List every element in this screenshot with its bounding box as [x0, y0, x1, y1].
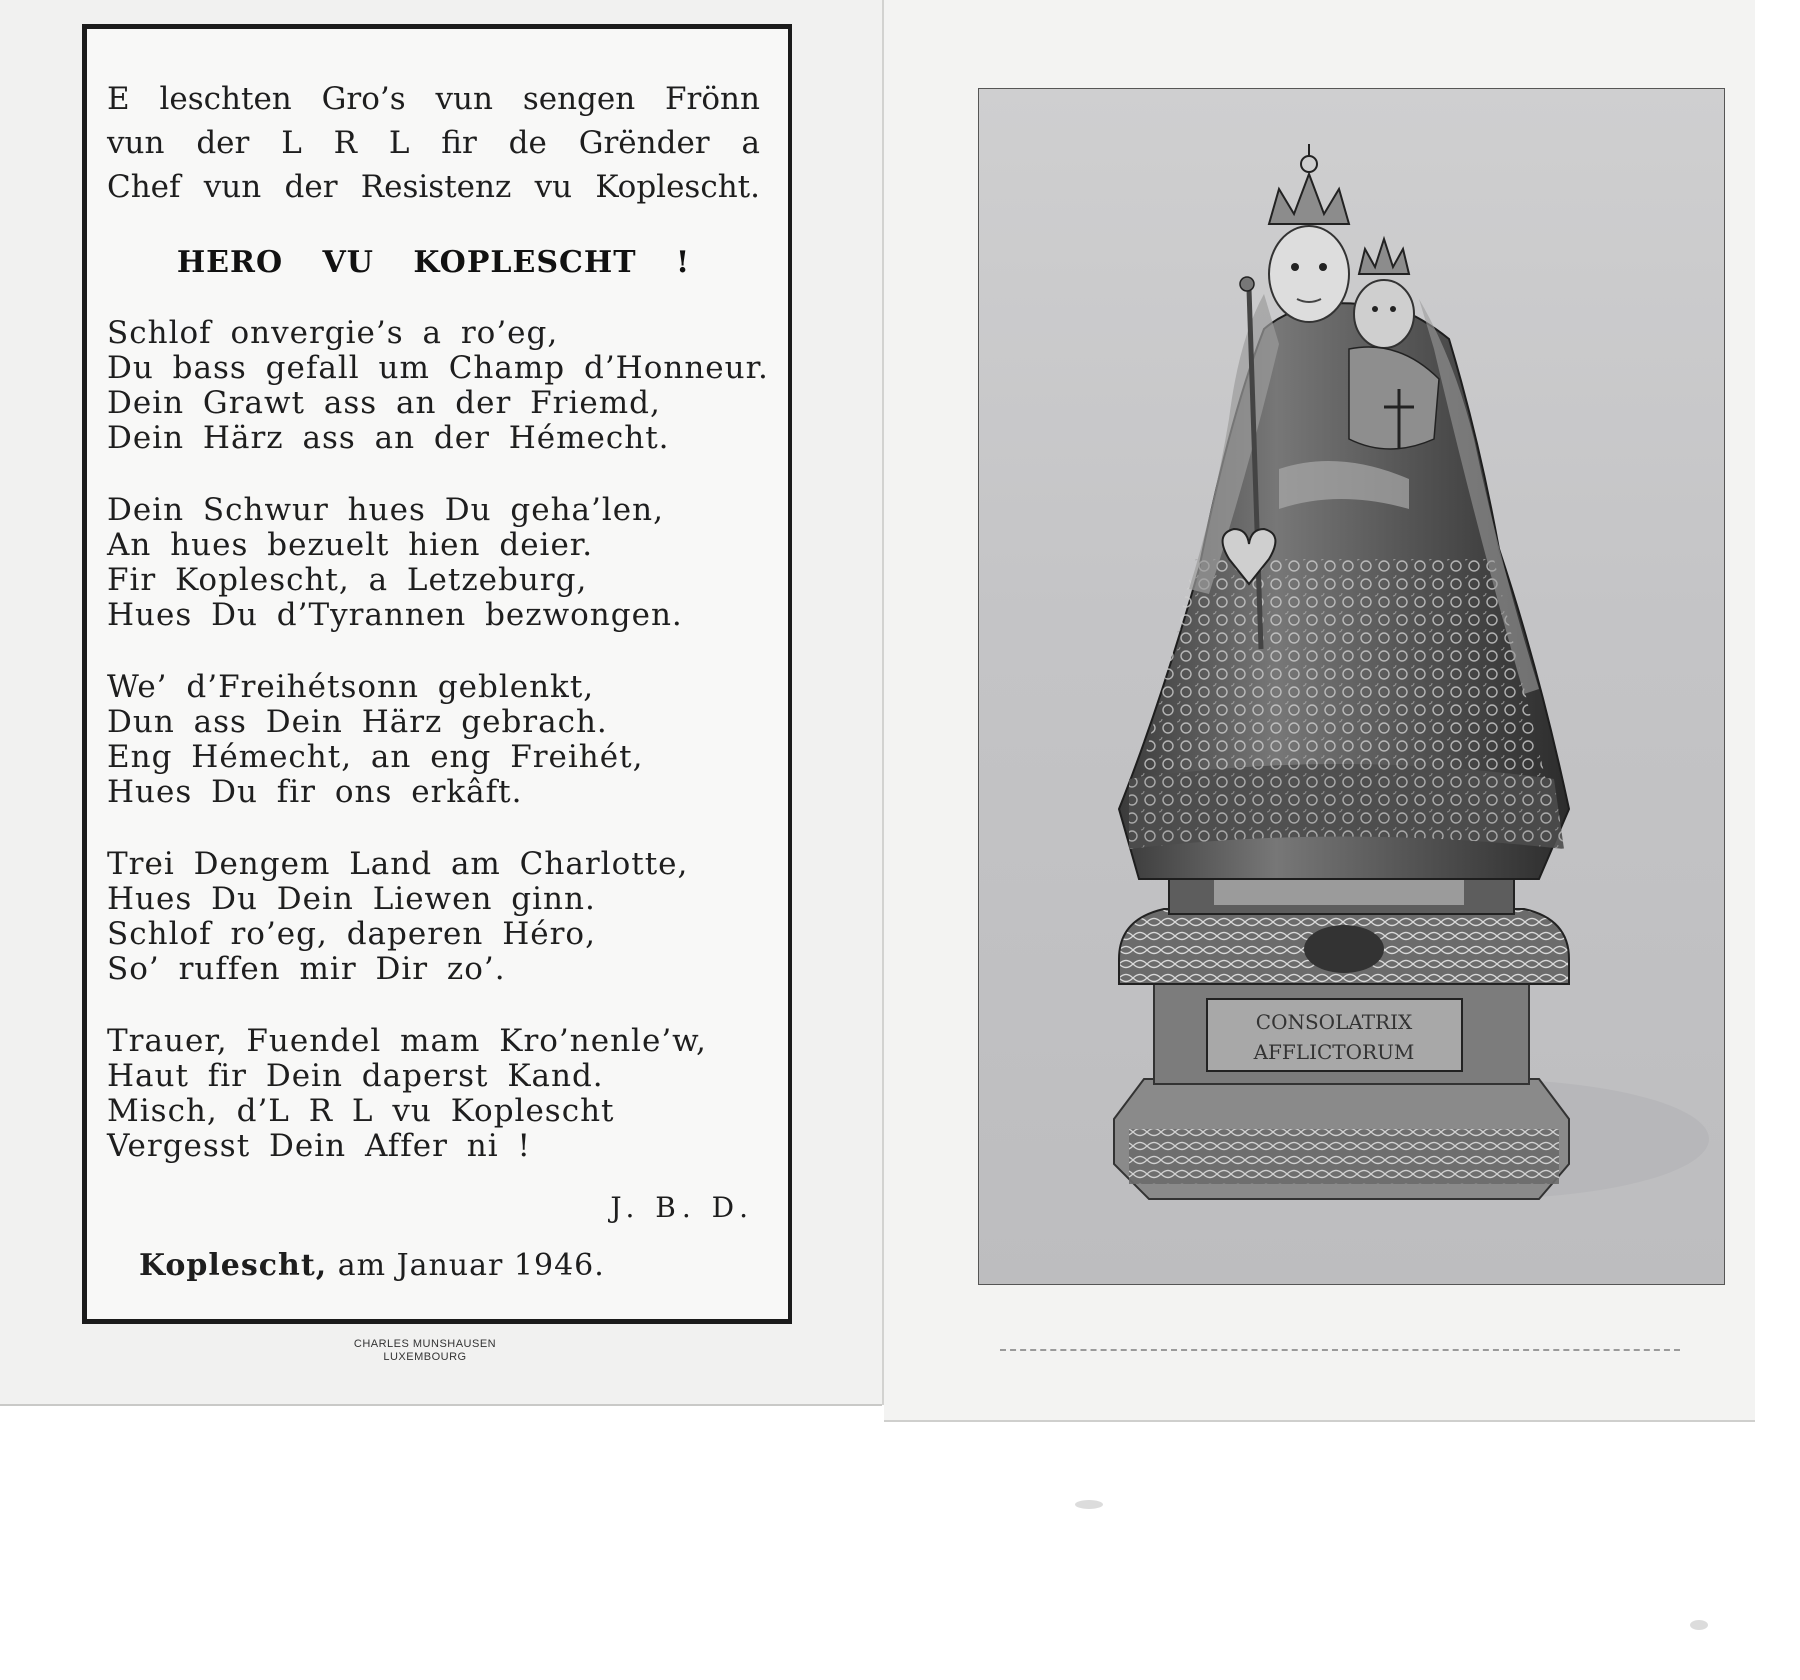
dashed-rule — [1000, 1349, 1680, 1351]
stanza — [107, 315, 769, 456]
frame-content — [107, 77, 769, 1283]
date: am Januar 1946. — [337, 1248, 605, 1283]
intro-word: vun — [203, 169, 262, 205]
intro-line — [107, 121, 760, 165]
verse-line: Trauer, Fuendel mam Kro’nenle’w, — [107, 1023, 707, 1059]
verse-line: Dein Härz ass an der Hémecht. — [107, 420, 670, 456]
verse-line: Dein Grawt ass an der Friemd, — [107, 385, 661, 421]
verse-line: Trei Dengem Land am Charlotte, — [107, 846, 689, 882]
scan-smudge — [1075, 1500, 1103, 1509]
intro-word: der — [196, 125, 250, 161]
printer-imprint — [300, 1338, 550, 1364]
plaque-line-2: AFFLICTORUM — [1253, 1040, 1415, 1064]
stanza — [107, 670, 760, 810]
left-page — [0, 0, 884, 1405]
intro-word: de — [508, 125, 547, 161]
intro-word: L — [281, 125, 302, 161]
intro-word: Gro’s — [321, 81, 406, 117]
intro-word: Resistenz — [360, 169, 512, 205]
intro-paragraph — [107, 77, 760, 209]
stanza — [107, 1024, 760, 1164]
signature: J. B. D. — [610, 1191, 754, 1224]
intro-word: Frönn — [665, 81, 760, 117]
intro-word: R — [333, 125, 357, 161]
printer-city: LUXEMBOURG — [383, 1351, 467, 1363]
intro-line — [107, 165, 760, 209]
scan-smudge — [1690, 1620, 1708, 1630]
verse-line: Eng Hémecht, an eng Freihét, — [107, 739, 644, 775]
intro-word: E — [107, 81, 130, 117]
place: Koplescht, — [139, 1248, 328, 1283]
verse-line: Hues Du d’Tyrannen bezwongen. — [107, 597, 683, 633]
poem-heading: HERO VU KOPLESCHT ! — [176, 245, 691, 280]
intro-word: fir — [441, 125, 477, 161]
printer-name: CHARLES MUNSHAUSEN — [353, 1338, 497, 1350]
stanza — [107, 847, 760, 987]
intro-word: L — [388, 125, 410, 161]
stanza — [107, 493, 760, 633]
intro-word: a — [741, 125, 760, 161]
page-edge — [0, 1404, 882, 1406]
verse-line: Hues Du Dein Liewen ginn. — [107, 881, 596, 917]
intro-word: sengen — [522, 81, 636, 117]
intro-word: Koplescht. — [595, 169, 760, 205]
madonna-statue-illustration — [979, 89, 1724, 1284]
verse-line: Fir Koplescht, a Letzeburg, — [107, 562, 588, 598]
verse-line: Vergesst Dein Affer ni ! — [107, 1128, 531, 1164]
verse-line: Schlof ro’eg, daperen Héro, — [107, 916, 596, 952]
intro-word: vun — [435, 81, 493, 117]
verse-line: Du bass gefall um Champ d’Honneur. — [107, 350, 769, 386]
verse-line: Hues Du fir ons erkâft. — [107, 774, 523, 810]
verse-line: Dein Schwur hues Du geha’len, — [107, 492, 664, 528]
verse-line: Schlof onvergie’s a ro’eg, — [107, 315, 559, 351]
intro-line — [107, 77, 760, 121]
intro-word: leschten — [159, 81, 292, 117]
verse-line: Haut fir Dein daperst Kand. — [107, 1058, 604, 1094]
plaque-line-1: CONSOLATRIX — [1255, 1010, 1413, 1034]
place-date — [139, 1248, 760, 1283]
text-frame — [82, 24, 792, 1324]
intro-word: Grënder — [578, 125, 710, 161]
verse-line: Misch, d’L R L vu Koplescht — [107, 1093, 615, 1129]
intro-word: vun — [107, 125, 165, 161]
verse-line: So’ ruffen mir Dir zo’. — [107, 951, 506, 987]
verse-line: Dun ass Dein Härz gebrach. — [107, 704, 608, 740]
madonna-photo — [978, 88, 1725, 1285]
intro-word: vu — [534, 169, 573, 205]
intro-word: der — [284, 169, 338, 205]
intro-word: Chef — [107, 169, 181, 205]
verse-line: We’ d’Freihétsonn geblenkt, — [107, 669, 595, 705]
verse-line: An hues bezuelt hien deier. — [107, 527, 594, 563]
